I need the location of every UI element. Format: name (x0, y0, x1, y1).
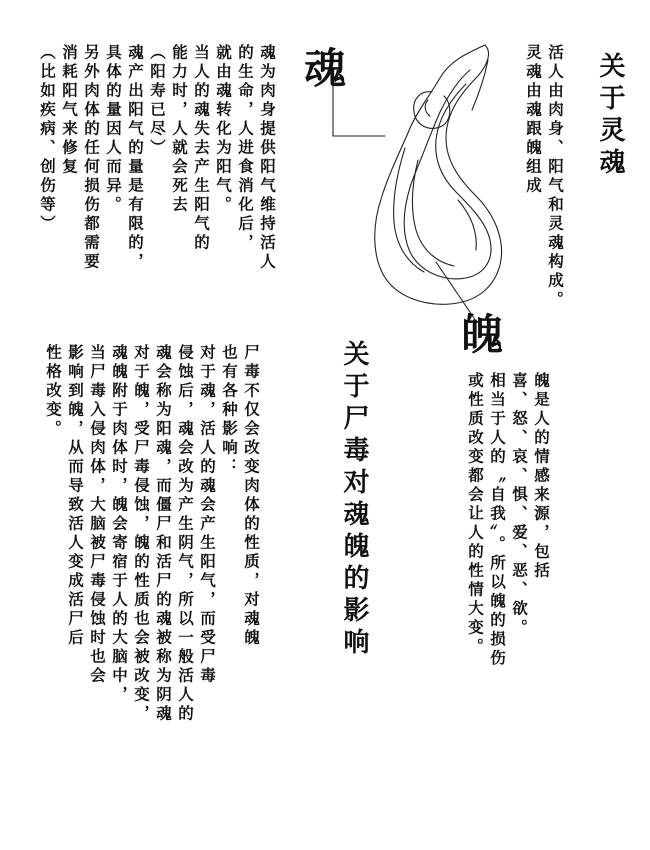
intro-text: 活人由肉身、阳气和灵魂构成。 灵魂由魂跟魄组成 (524, 44, 565, 310)
po-paragraph: 魄是人的情感来源，包括 喜、怒、哀、惧、爱、恶、欲。 相当于人的〝自我〞。所以魄的损伤 或性质改变都会让人的性情大变。 (466, 372, 551, 669)
corpse-poison-paragraph: 尸毒不仅会改变肉体的性质，对魂魄 也有各种影响： 对于魂，活人的魂会产生阳气，而受尸毒 侵蚀后，魂会改为产生阴气，所以一般活人的 魂会称为阳魂，而僵尸和活尸的魂被称为阴魂 对于魄，受尸毒侵蚀，魄的性质也会被改变， 魂魄附于肉体时，魄会寄宿于人的大脑中， 当尸毒入侵肉体，大脑被尸毒侵蚀时也会 影响到魄，从而导致活人变成活尸后 性格改变。 (44, 344, 261, 724)
hun-paragraph: 魂为肉身提供阳气维持活人 的生命，人进食消化后， 就由魂转化为阳气。 当人的魂失去产生阳气的 能力时，人就会死去 （阳寿已尽） 魂产出阳气的量是有限的， 具体的量因人而异。 另外肉体的任何损伤都需要 消耗阳气来修复 （比如疾病、创伤等） (38, 44, 277, 272)
po-label: 魄 (461, 310, 504, 359)
hun-label: 魂 (304, 44, 347, 93)
section-title-corpse-poison: 关于尸毒对魂魄的影响 (339, 340, 369, 660)
section-title-about-soul: 关于灵魂 (595, 52, 625, 180)
